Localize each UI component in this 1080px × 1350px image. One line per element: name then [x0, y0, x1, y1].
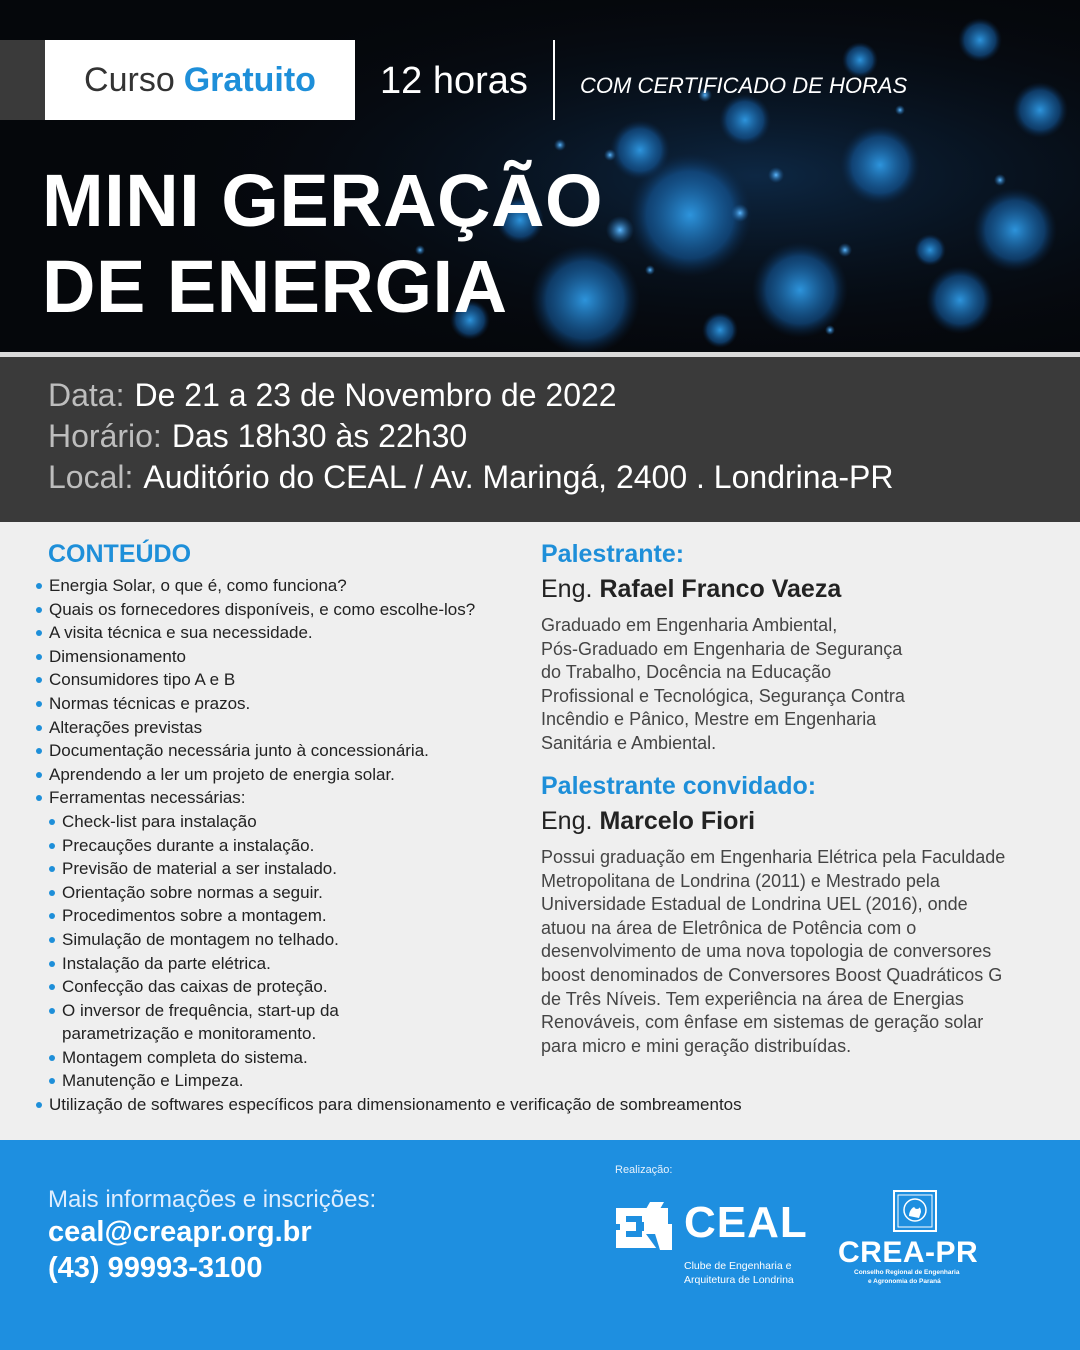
sub-list-item: Confecção das caixas de proteção.	[34, 975, 794, 999]
list-item: Dimensionamento	[34, 645, 794, 669]
speaker-bio	[541, 846, 1041, 1058]
crea-seal-icon	[891, 1188, 939, 1234]
bio-line: Renováveis, com ênfase em sistemas de geração solar	[541, 1012, 984, 1033]
contact-phone[interactable]: (43) 99993-3100	[48, 1252, 263, 1284]
badge-accent-strip	[0, 40, 45, 120]
list-item: Aprendendo a ler um projeto de energia solar.	[34, 763, 794, 787]
sub-list-item: Previsão de material a ser instalado.	[34, 857, 794, 881]
speaker-main	[541, 540, 1041, 756]
sub-list-item: Montagem completa do sistema.	[34, 1046, 794, 1070]
ceal-logo	[612, 1192, 812, 1292]
speaker-guest	[541, 772, 1041, 1058]
content-section	[0, 522, 1080, 1140]
place-value: Auditório do CEAL / Av. Maringá, 2400 . Londrina-PR	[143, 459, 894, 495]
badge-highlight: Gratuito	[183, 60, 316, 99]
crea-name: CREA-PR	[838, 1236, 979, 1269]
course-title	[42, 158, 603, 330]
bio-line: Universidade Estadual de Londrina UEL (2016), onde	[541, 894, 968, 915]
bio-line: desenvolvimento de uma nova topologia de conversores	[541, 941, 992, 962]
bio-line: para micro e mini geração distribuídas.	[541, 1035, 852, 1056]
sub-list-item-line: O inversor de frequência, start-up da	[62, 1000, 339, 1020]
speaker-bio	[541, 614, 1041, 756]
list-item: Ferramentas necessárias:	[34, 786, 794, 810]
bio-line: Graduado em Engenharia Ambiental,	[541, 615, 838, 635]
sub-list-item: Instalação da parte elétrica.	[34, 952, 794, 976]
course-hours: 12 horas	[380, 60, 528, 102]
content-title: CONTEÚDO	[48, 540, 192, 568]
list-item: Quais os fornecedores disponíveis, e como escolhe-los?	[34, 598, 794, 622]
list-item: A visita técnica e sua necessidade.	[34, 621, 794, 645]
footer	[0, 1140, 1080, 1350]
date-row	[48, 375, 1080, 416]
place-row	[48, 457, 1080, 498]
speaker-prefix: Eng.	[541, 575, 593, 603]
free-course-badge	[45, 40, 355, 120]
certificate-note: COM CERTIFICADO DE HORAS	[580, 73, 908, 98]
sub-list-item: Orientação sobre normas a seguir.	[34, 881, 794, 905]
contact-label: Mais informações e inscrições:	[48, 1186, 377, 1213]
sub-list-item: Check-list para instalação	[34, 810, 794, 834]
contact-email[interactable]: ceal@creapr.org.br	[48, 1216, 312, 1248]
organizer-label: Realização:	[615, 1164, 673, 1176]
bio-line: Pós-Graduado em Engenharia de Segurança	[541, 638, 903, 659]
bio-line: atuou na área de Eletrônica de Potência com o	[541, 917, 917, 938]
crea-subtitle: Conselho Regional de Engenharia	[854, 1269, 960, 1276]
sub-list-item: Precauções durante a instalação.	[34, 834, 794, 858]
ceal-subtitle: Arquitetura de Londrina	[684, 1274, 794, 1286]
bio-line: de Três Níveis. Tem experiência na área de Energias	[541, 988, 964, 1009]
time-value: Das 18h30 às 22h30	[171, 418, 468, 454]
bio-line: Sanitária e Ambiental.	[541, 732, 717, 753]
list-item: Consumidores tipo A e B	[34, 668, 794, 692]
bio-line: Possui graduação em Engenharia Elétrica pela Faculdade	[541, 847, 1006, 867]
speaker-label: Palestrante convidado:	[541, 772, 817, 800]
ceal-subtitle: Clube de Engenharia e	[684, 1260, 792, 1272]
badge-prefix: Curso	[84, 60, 175, 99]
list-item: Documentação necessária junto à concessionária.	[34, 739, 794, 763]
crea-logo	[838, 1188, 998, 1298]
ceal-name: CEAL	[684, 1198, 808, 1247]
hero-banner	[0, 0, 1080, 352]
list-item: Normas técnicas e prazos.	[34, 692, 794, 716]
list-item: Utilização de softwares específicos para dimensionamento e verificação de sombreamentos	[34, 1093, 794, 1117]
speaker-label: Palestrante:	[541, 540, 685, 568]
date-label: Data:	[48, 377, 125, 413]
list-item: Alterações previstas	[34, 716, 794, 740]
speaker-name	[541, 575, 1041, 604]
title-line-2: DE ENERGIA	[42, 245, 508, 328]
speaker-fullname: Rafael Franco Vaeza	[599, 575, 842, 603]
time-label: Horário:	[48, 418, 162, 454]
sub-list-item: Simulação de montagem no telhado.	[34, 928, 794, 952]
bio-line: Profissional e Tecnológica, Segurança Contra	[541, 685, 905, 706]
bio-line: do Trabalho, Docência na Educação	[541, 662, 832, 683]
event-info-band	[0, 357, 1080, 522]
bio-line: Metropolitana de Londrina (2011) e Mestrado pela	[541, 870, 940, 891]
sub-list-item: Procedimentos sobre a montagem.	[34, 904, 794, 928]
list-item: Energia Solar, o que é, como funciona?	[34, 574, 794, 598]
bio-line: Incêndio e Pânico, Mestre em Engenharia	[541, 709, 877, 730]
speaker-fullname: Marcelo Fiori	[599, 807, 756, 835]
speaker-name	[541, 807, 1041, 836]
place-label: Local:	[48, 459, 134, 495]
bio-line: boost denominados de Conversores Boost Quadráticos G	[541, 964, 1003, 985]
sub-list-item-line: parametrização e monitoramento.	[62, 1024, 317, 1044]
speaker-prefix: Eng.	[541, 807, 593, 835]
header-divider	[553, 40, 555, 120]
crea-subtitle: e Agronomia do Paraná	[868, 1278, 941, 1285]
time-row	[48, 416, 1080, 457]
sub-list-item: Manutenção e Limpeza.	[34, 1069, 794, 1093]
title-line-1: MINI GERAÇÃO	[42, 159, 603, 242]
date-value: De 21 a 23 de Novembro de 2022	[134, 377, 617, 413]
ceal-emblem-icon	[612, 1198, 682, 1258]
